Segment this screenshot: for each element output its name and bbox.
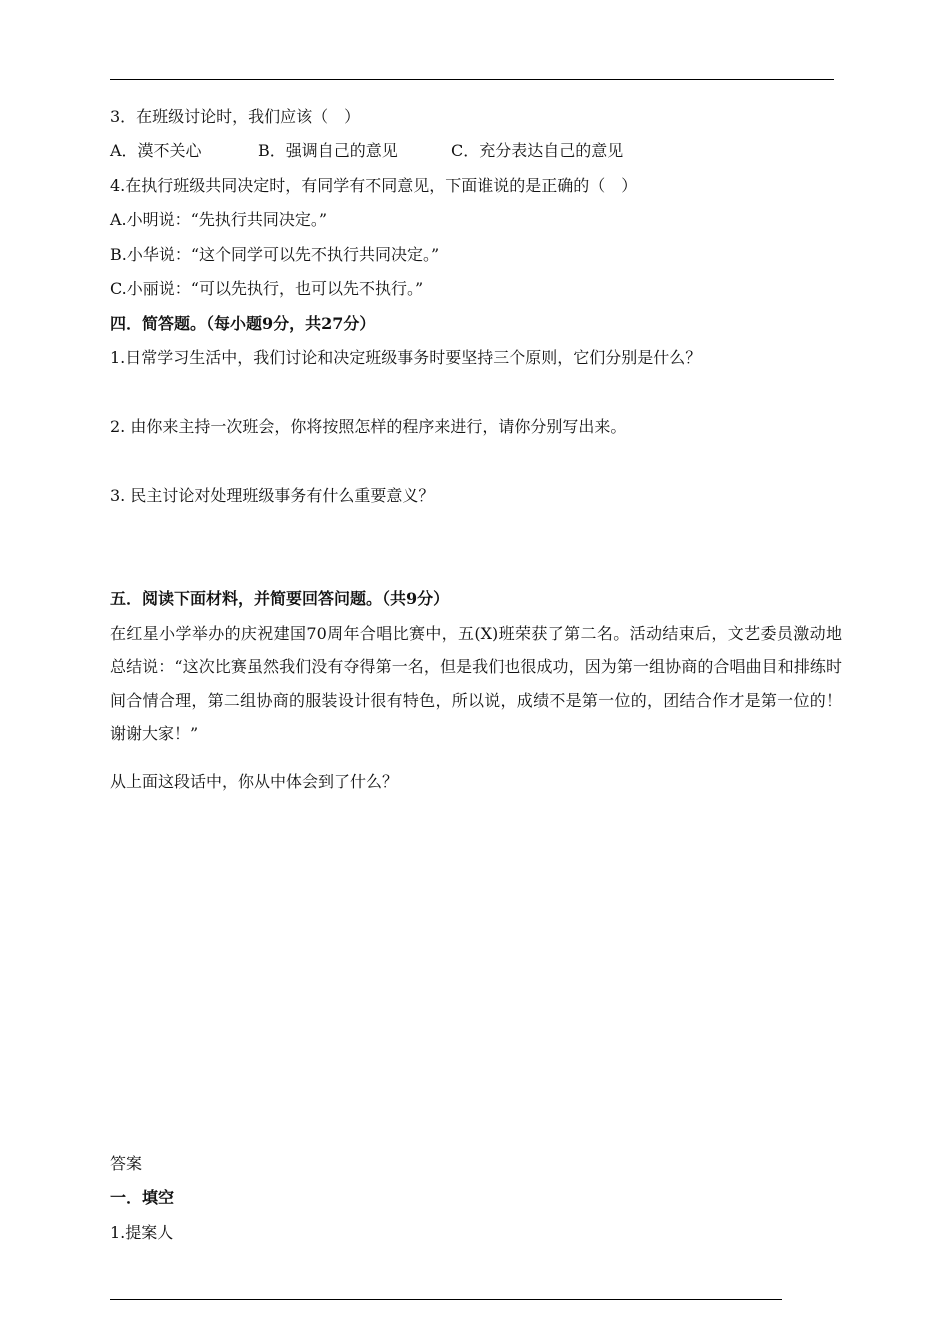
question-3-options [110,141,623,161]
question-4-stem: 4.在执行班级共同决定时，有同学有不同意见，下面谁说的是正确的（ ） [110,176,638,195]
section-5-heading: 五．阅读下面材料，并简要回答问题。（共9分） [110,589,450,608]
header-rule [110,79,834,80]
question-3-option-a: A．漠不关心 [110,141,202,160]
answers-section-1-heading: 一．填空 [110,1188,175,1207]
question-4-option-b: B.小华说：“这个同学可以先不执行共同决定。” [110,245,440,264]
footer-rule [110,1299,782,1300]
question-4-option-a: A.小明说：“先执行共同决定。” [110,210,328,229]
question-3-stem: 3．在班级讨论时，我们应该（ ） [110,107,361,126]
answers-title: 答案 [110,1154,143,1173]
section-4-heading: 四．简答题。（每小题9分，共27分） [110,314,376,333]
question-3-option-c: C．充分表达自己的意见 [451,141,624,160]
section-5-question: 从上面这段话中，你从中体会到了什么？ [110,772,399,791]
section-5-material: 在红星小学举办的庆祝建国70周年合唱比赛中，五(X)班荣获了第二名。活动结束后，文艺委员激动地总结说：“这次比赛虽然我们没有夺得第一名，但是我们也很成功，因为第一组协商的合唱曲目和排练时间合情合理，第二组协商的服装设计很有特色，所以说，成绩不是第一位的，团结合作才是第一位的！谢谢大家！” [110,624,842,744]
question-4-option-c: C.小丽说：“可以先执行，也可以先不执行。” [110,279,424,298]
question-3-option-b: B．强调自己的意见 [258,141,398,160]
section-4-question-3: 3. 民主讨论对处理班级事务有什么重要意义？ [110,486,435,505]
answers-item-1: 1.提案人 [110,1223,174,1242]
section-4-question-1: 1.日常学习生活中，我们讨论和决定班级事务时要坚持三个原则，它们分别是什么？ [110,348,702,367]
section-4-question-2: 2. 由你来主持一次班会，你将按照怎样的程序来进行，请你分别写出来。 [110,417,627,436]
